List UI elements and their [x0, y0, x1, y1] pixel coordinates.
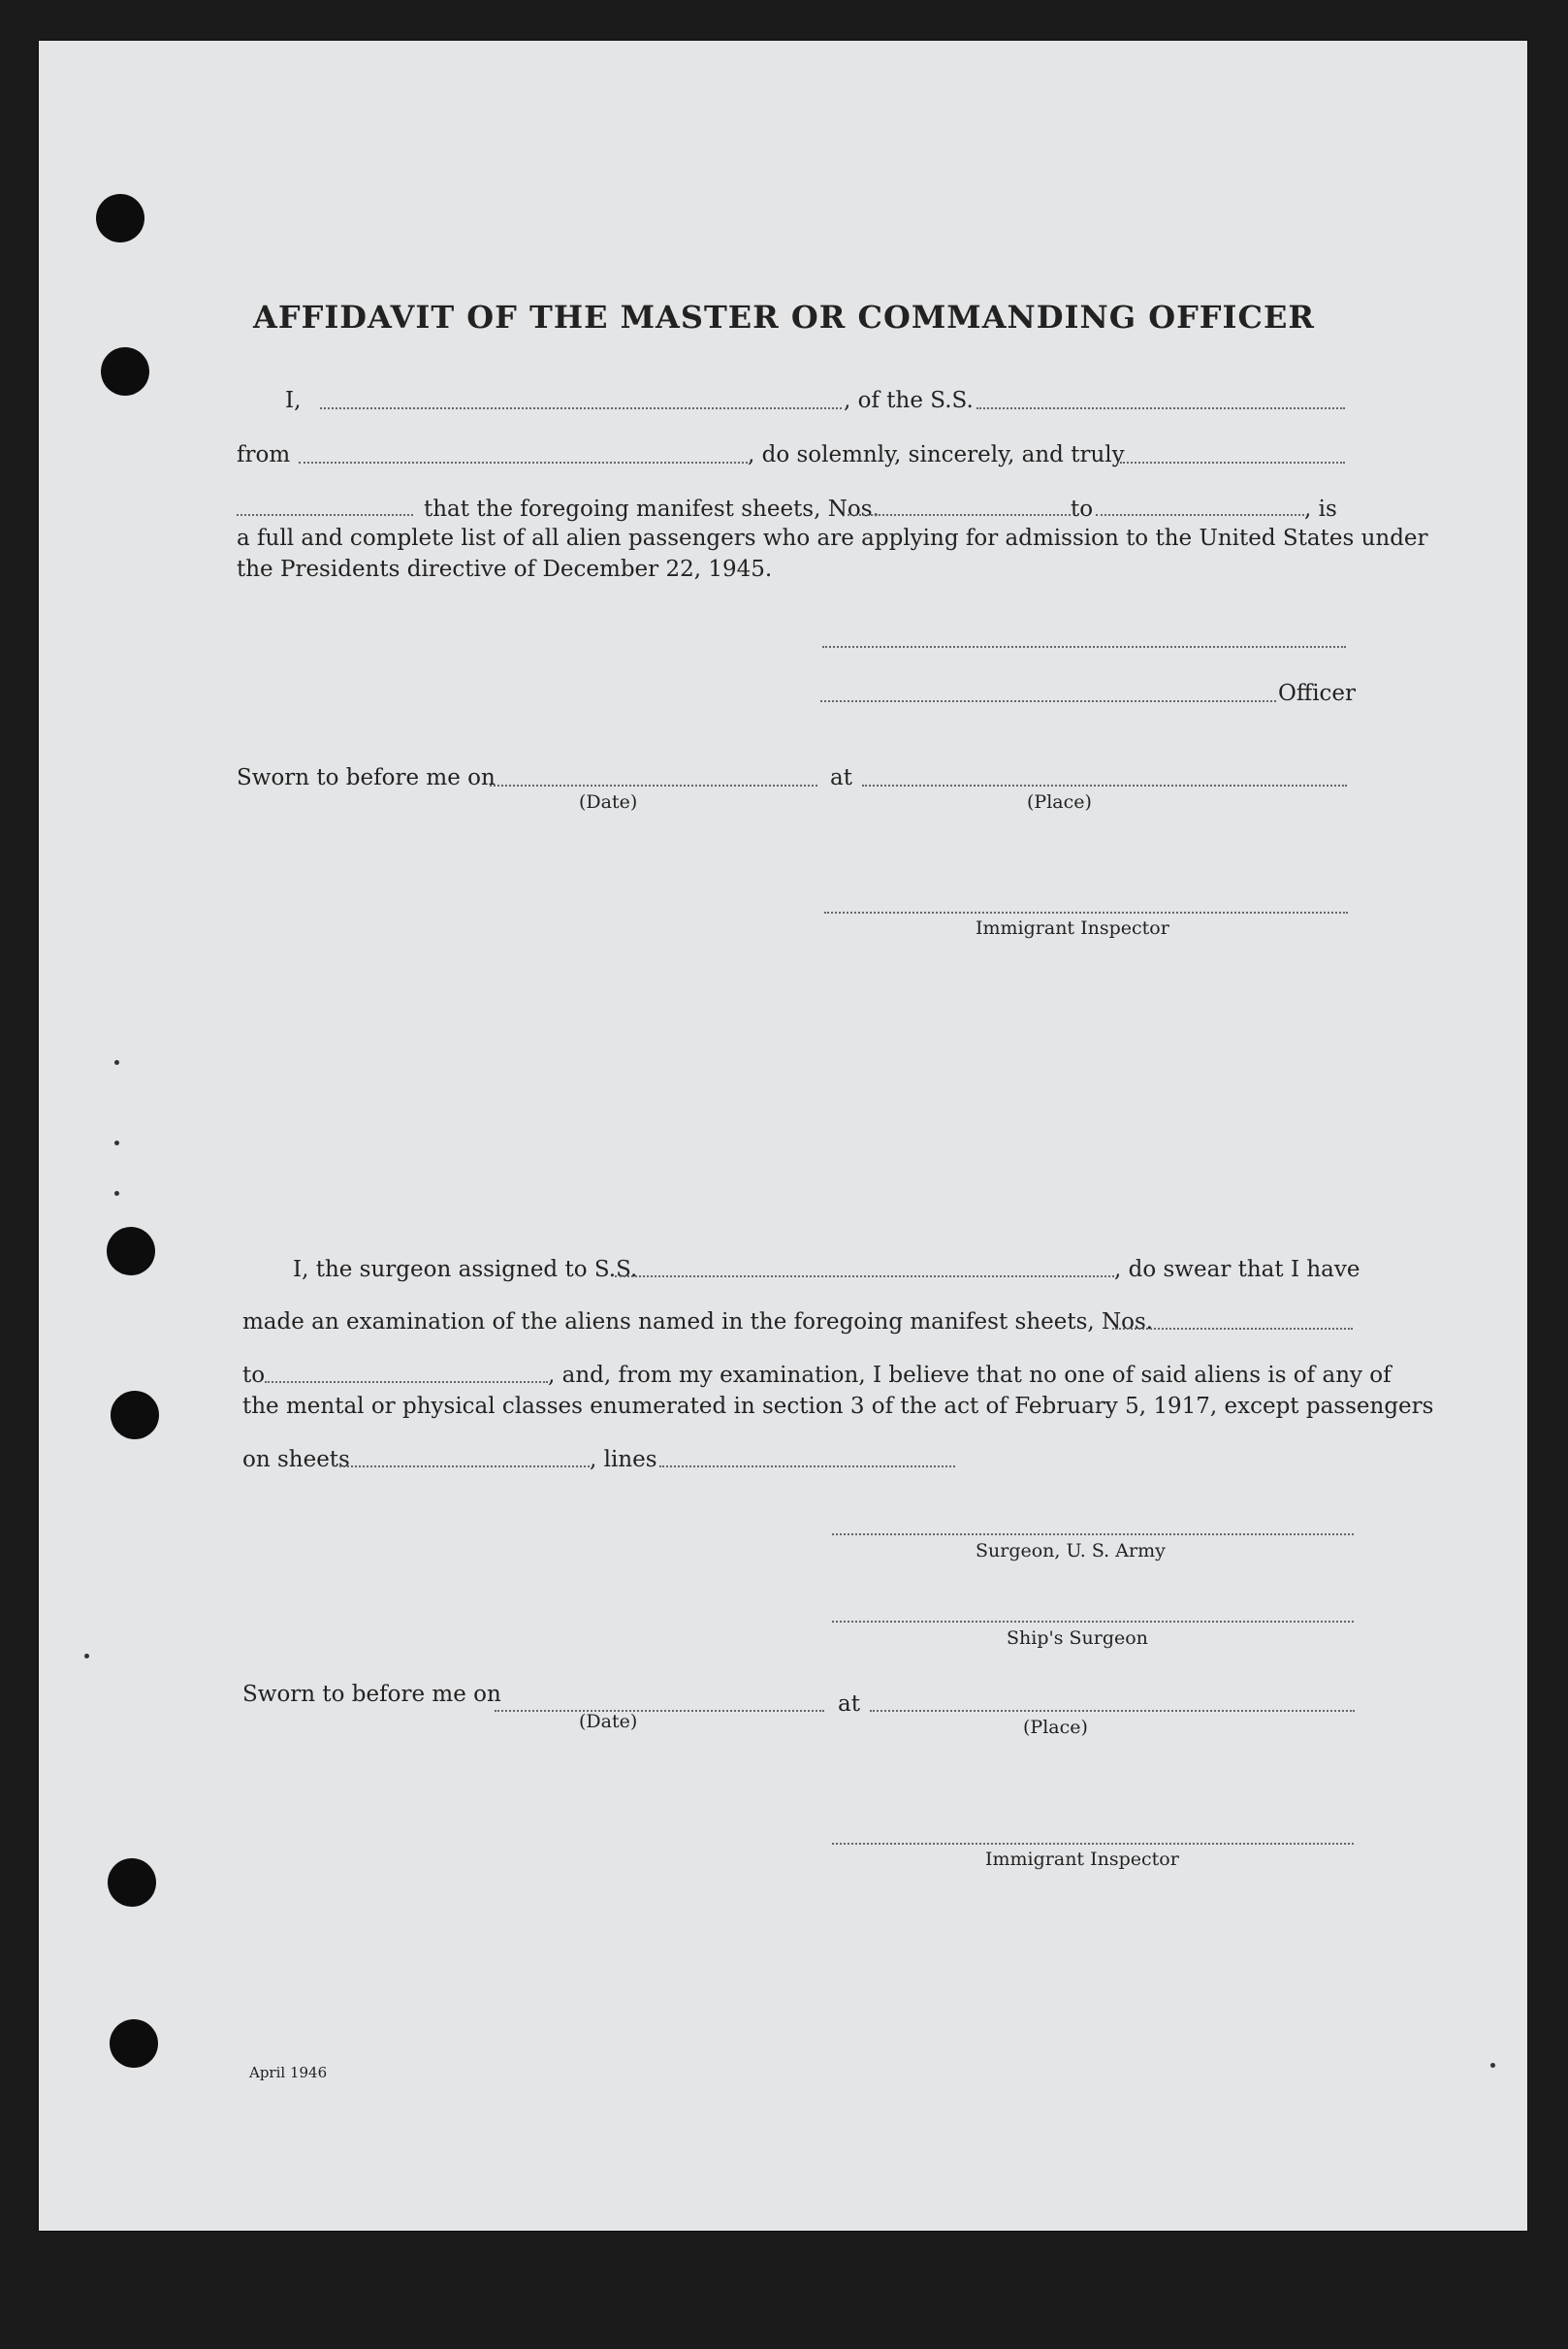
surgeon-at: at — [838, 1691, 860, 1717]
to-blank — [1096, 514, 1304, 516]
surgeon-to: to — [242, 1363, 266, 1388]
master-of-ss: , of the S.S. — [844, 388, 974, 413]
surgeon-date-blank — [495, 1710, 824, 1712]
surgeon-sworn: Sworn to before me on — [242, 1682, 501, 1707]
master-sworn: Sworn to before me on — [237, 765, 496, 790]
inspector-line — [824, 912, 1348, 914]
lines-blank — [659, 1465, 955, 1467]
master-line4: a full and complete list of all alien passengers who are applying for admission to the United States under — [237, 526, 1428, 551]
surgeon-inspector-label: Immigrant Inspector — [985, 1849, 1179, 1870]
sheets-blank — [339, 1465, 590, 1467]
master-is: , is — [1304, 497, 1337, 522]
ship-surgeon-line — [832, 1621, 1354, 1623]
punch-hole — [110, 2019, 158, 2068]
army-line — [832, 1533, 1354, 1535]
speck — [1490, 2063, 1495, 2068]
army-label: Surgeon, U. S. Army — [976, 1540, 1166, 1561]
surgeon-lines: , lines — [590, 1447, 657, 1472]
master-to: to — [1071, 497, 1094, 522]
place-label: (Place) — [1027, 791, 1092, 813]
surgeon-ship-blank — [615, 1275, 1114, 1277]
surgeon-sheets: on sheets — [242, 1447, 350, 1472]
form-date: April 1946 — [249, 2064, 328, 2081]
punch-hole — [108, 1858, 156, 1907]
speck — [114, 1191, 119, 1196]
master-line5: the Presidents directive of December 22, 1945. — [237, 557, 773, 582]
officer-line — [820, 700, 1276, 702]
surgeon-line2: made an examination of the aliens named in the foregoing manifest sheets, Nos. — [242, 1309, 1154, 1335]
surgeon-to-blank — [265, 1381, 548, 1383]
name-blank — [320, 407, 842, 409]
punch-hole — [107, 1227, 155, 1275]
surgeon-inspector-line — [832, 1843, 1354, 1845]
from-blank — [299, 462, 748, 464]
surgeon-line1: I, the surgeon assigned to S.S. — [293, 1257, 638, 1282]
surgeon-line4: the mental or physical classes enumerated in section 3 of the act of February 5, 1917, except passengers — [242, 1394, 1434, 1419]
master-solemn: , do solemnly, sincerely, and truly — [748, 442, 1125, 467]
officer-label: Officer — [1278, 681, 1357, 706]
sworn-date-blank — [490, 785, 817, 787]
oath-blank — [237, 514, 413, 516]
surgeon-date-label: (Date) — [579, 1711, 638, 1732]
date-label: (Date) — [579, 791, 638, 813]
punch-hole — [96, 194, 144, 242]
punch-hole — [111, 1391, 159, 1439]
truly-blank — [1120, 462, 1345, 464]
inspector-label: Immigrant Inspector — [976, 917, 1169, 939]
page-title: AFFIDAVIT OF THE MASTER OR COMMANDING OFFICER — [253, 299, 1315, 336]
speck — [84, 1654, 89, 1658]
ship-blank — [976, 407, 1345, 409]
master-manifest: that the foregoing manifest sheets, Nos. — [424, 497, 880, 522]
surgeon-line1-end: , do swear that I have — [1114, 1257, 1360, 1282]
nos-blank — [848, 514, 1071, 516]
speck — [114, 1141, 119, 1145]
surgeon-place-label: (Place) — [1023, 1717, 1088, 1738]
speck — [114, 1060, 119, 1065]
master-at: at — [830, 765, 852, 790]
document-page — [39, 41, 1527, 2231]
signature-line — [822, 646, 1346, 648]
surgeon-place-blank — [870, 1710, 1355, 1712]
sworn-place-blank — [862, 785, 1347, 787]
punch-hole — [101, 347, 149, 396]
master-i: I, — [285, 388, 302, 413]
ship-surgeon-label: Ship's Surgeon — [1007, 1627, 1148, 1649]
surgeon-nos-blank — [1112, 1328, 1353, 1330]
master-from: from — [237, 442, 291, 467]
surgeon-line3: , and, from my examination, I believe that no one of said aliens is of any of — [548, 1363, 1392, 1388]
